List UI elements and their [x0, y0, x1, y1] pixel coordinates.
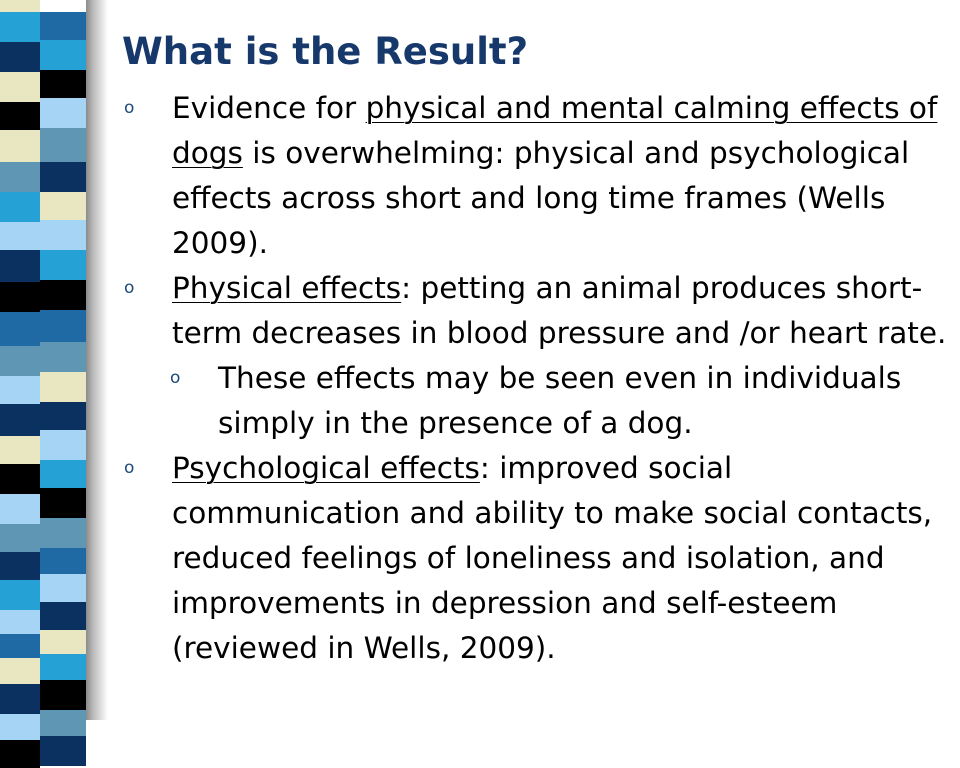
stripe-block [0, 524, 40, 552]
stripe-block [0, 740, 40, 768]
stripe-block [0, 0, 40, 12]
item-text-underlined: physical and mental calming effects of dogs [172, 91, 938, 170]
item-text-lead: These effects may be seen even in individuals simply in the presence of a dog. [218, 361, 902, 440]
stripe-block [40, 654, 86, 680]
stripe-block [0, 12, 40, 42]
stripe-block [0, 552, 40, 580]
bullet-item-psychological-effects [122, 446, 952, 671]
stripe-block [0, 436, 40, 464]
stripe-block [40, 372, 86, 402]
stripe-block [0, 494, 40, 524]
stripe-block [0, 72, 40, 102]
stripe-block [40, 680, 86, 710]
bullet-marker: o [124, 98, 135, 118]
stripe-block [40, 342, 86, 372]
stripe-block [0, 130, 40, 162]
stripe-block [40, 128, 86, 162]
stripe-block [40, 220, 86, 250]
stripe-column-left [0, 0, 40, 720]
stripe-block [40, 710, 86, 736]
stripe-block [0, 658, 40, 684]
stripe-block [40, 280, 86, 310]
stripe-block [0, 346, 40, 376]
stripe-block [40, 574, 86, 602]
item-text-rest: is overwhelming: physical and psychological effects across short and long time frames (Wells 2009). [172, 136, 910, 260]
bullet-item-physical-effects [122, 266, 952, 356]
bullet-item-evidence [122, 86, 952, 266]
bullet-list [122, 86, 952, 671]
stripe-block [40, 430, 86, 460]
stripe-block [0, 634, 40, 658]
bullet-marker: o [124, 278, 135, 298]
item-text-rest: : improved social communication and ability to make social contacts, reduced feelings of loneliness and isolation, and improvements in depression and self-esteem (reviewed in Wells, 2009). [172, 451, 933, 665]
stripe-block [0, 250, 40, 282]
stripe-block [40, 548, 86, 574]
stripe-block [40, 162, 86, 192]
stripe-block [40, 602, 86, 630]
stripe-block [0, 714, 40, 740]
stripe-block [0, 222, 40, 250]
stripe-block [0, 464, 40, 494]
stripe-block [0, 684, 40, 714]
item-text-lead: Evidence for [172, 91, 366, 125]
item-text-underlined: Psychological effects [172, 451, 480, 485]
stripe-block [0, 162, 40, 192]
sub-bullet-item-presence [122, 356, 952, 446]
bullet-marker: o [124, 458, 135, 478]
stripe-block [40, 12, 86, 40]
stripe-block [40, 0, 86, 12]
stripe-block [40, 40, 86, 70]
stripe-block [0, 610, 40, 634]
stripe-block [40, 402, 86, 430]
stripe-block [40, 250, 86, 280]
stripe-column-right [40, 0, 86, 720]
stripe-block [0, 102, 40, 130]
stripe-block [0, 404, 40, 436]
stripe-shadow-edge [86, 0, 108, 720]
stripe-block [40, 488, 86, 518]
decorative-stripe [0, 0, 110, 720]
stripe-block [0, 376, 40, 404]
stripe-block [0, 192, 40, 222]
item-text-underlined: Physical effects [172, 271, 402, 305]
stripe-block [40, 460, 86, 488]
stripe-block [0, 42, 40, 72]
stripe-block [0, 580, 40, 610]
stripe-block [40, 192, 86, 220]
stripe-block [40, 70, 86, 98]
slide-title: What is the Result? [122, 30, 529, 73]
stripe-block [0, 282, 40, 312]
stripe-block [40, 310, 86, 342]
stripe-block [40, 98, 86, 128]
item-text-rest: : petting an animal produces short-term decreases in blood pressure and /or heart rate. [172, 271, 947, 350]
stripe-block [40, 630, 86, 654]
stripe-block [40, 518, 86, 548]
bullet-marker: o [170, 368, 181, 388]
stripe-block [0, 312, 40, 346]
stripe-block [40, 736, 86, 766]
